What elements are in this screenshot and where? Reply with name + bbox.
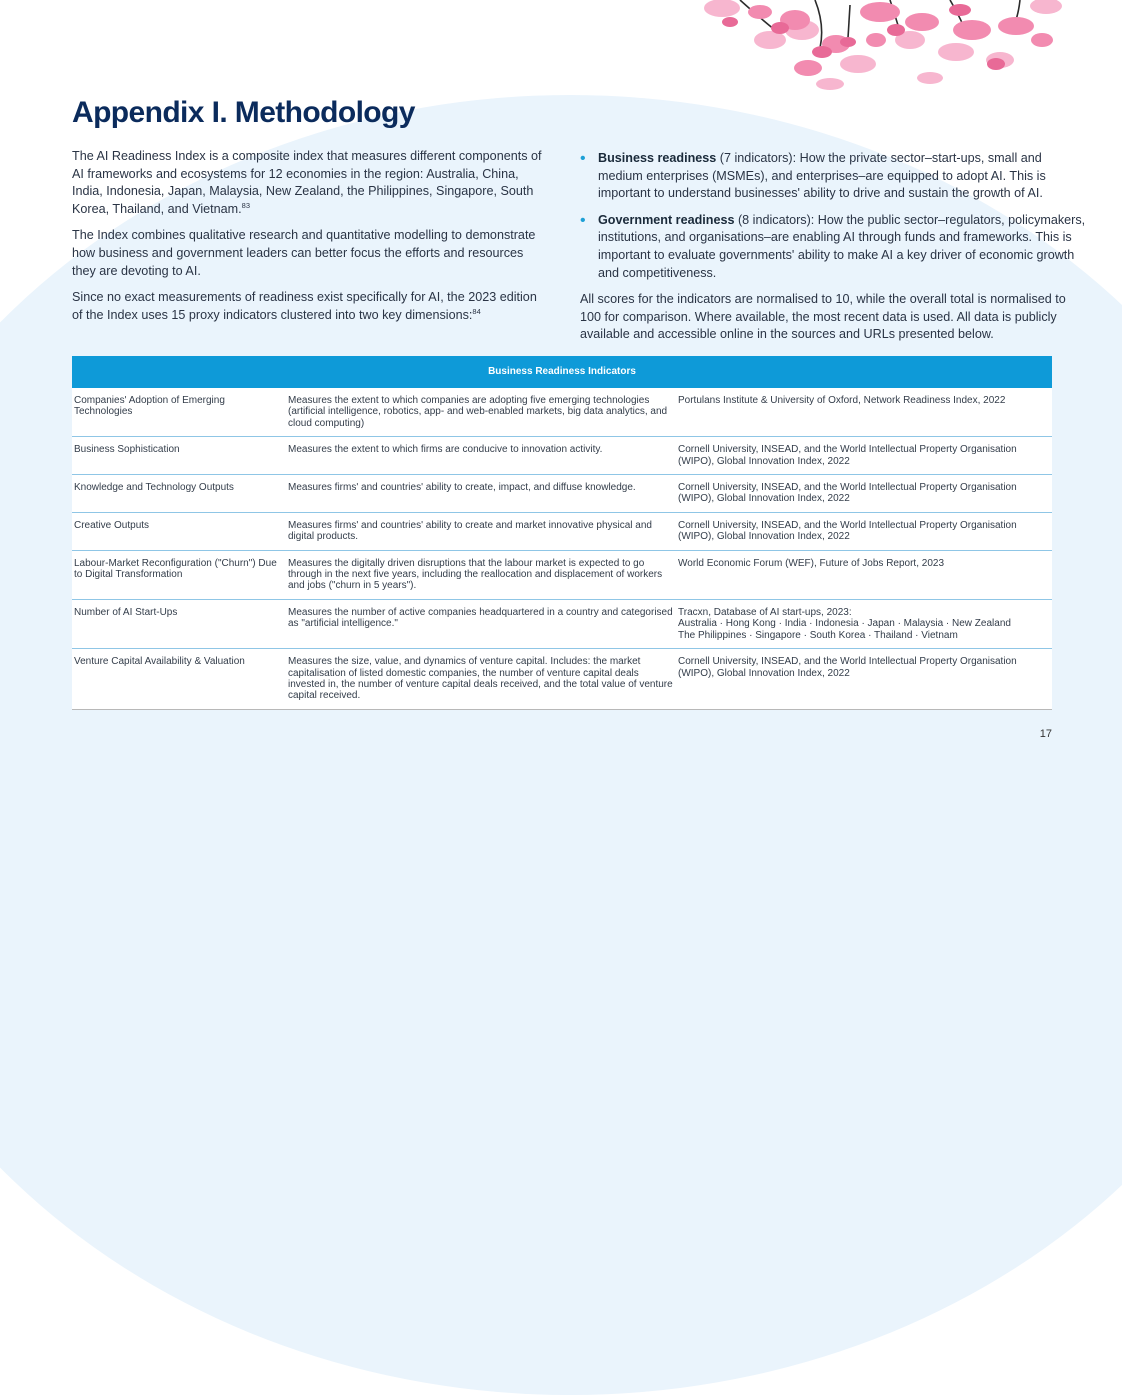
footnote-ref-83[interactable]: 83 (241, 200, 251, 210)
measure-cell: Measures the digitally driven disruptions that the labour market is expected to go through in the next five years, including the reallocation and displacement of workers and jobs ("churn in 5 years"). (286, 550, 676, 599)
indicator-cell: Venture Capital Availability & Valuation (72, 649, 286, 710)
source-cell: Cornell University, INSEAD, and the World Intellectual Property Organisation (WIPO), Global Innovation Index, 2022 (676, 437, 1052, 475)
indicator-cell: Number of AI Start-Ups (72, 599, 286, 648)
source-cell: Cornell University, INSEAD, and the World Intellectual Property Organisation (WIPO), Global Innovation Index, 2022 (676, 649, 1052, 710)
page-title: Appendix I. Methodology (72, 96, 415, 129)
source-cell: World Economic Forum (WEF), Future of Jobs Report, 2023 (676, 550, 1052, 599)
source-line: Tracxn, Database of AI start-ups, 2023: (678, 606, 852, 618)
dimension-description: (7 indicators): How the private sector–start-ups, small and medium enterprises (MSMEs), and enterprises–are equipped to adopt AI. This is important to understand businesses' ability to drive and sustain the growth of AI. (598, 151, 1046, 201)
scoring-paragraph: All scores for the indicators are normalised to 10, while the overall total is normalised to 100 for comparison. Where available, the most recent data is used. All data is publicly available and accessible online in the sources and URLs presented below. (580, 292, 1066, 342)
dimension-government-readiness (580, 212, 1090, 282)
source-cell (676, 599, 1052, 648)
dimension-description: (8 indicators): How the public sector–regulators, policymakers, institutions, and organisations–are enabling AI through funds and frameworks. This is important to evaluate governments' ability to make AI a key driver of economic growth and competitiveness. (598, 212, 1086, 280)
table-header-row (72, 356, 1052, 388)
intro-right-column (580, 150, 1090, 344)
business-readiness-table (72, 356, 1052, 710)
source-country-list[interactable]: Australia · Hong Kong · India · Indonesia · Japan · Malaysia · New Zealand (678, 618, 1011, 630)
source-cell: Cornell University, INSEAD, and the World Intellectual Property Organisation (WIPO), Global Innovation Index, 2022 (676, 512, 1052, 550)
intro-paragraph-3: Since no exact measurements of readiness exist specifically for AI, the 2023 edition of the Index uses 15 proxy indicators clustered into two key dimensions:$^{84}$ (72, 290, 537, 322)
dimension-business-readiness (580, 150, 1090, 203)
intro-paragraph-1: The AI Readiness Index is a composite index that measures different components of AI frameworks and ecosystems for 12 economies in the region: Australia, China, India, Indonesia, Japan, Malaysia, New Zealand, the Philippines, Singapore, South Korea, Thailand, and Vietnam.$^{83}$ (72, 149, 542, 216)
table-row (72, 437, 1052, 475)
table-row (72, 649, 1052, 710)
indicator-cell: Business Sophistication (72, 437, 286, 475)
dimensions-list (580, 150, 1090, 282)
measure-cell: Measures the extent to which companies are adopting five emerging technologies (artificial intelligence, robotics, app- and web-enabled markets, big data analytics, and cloud computing) (286, 388, 676, 437)
table-row (72, 550, 1052, 599)
indicator-cell: Labour-Market Reconfiguration ("Churn") Due to Digital Transformation (72, 550, 286, 599)
measure-cell: Measures the extent to which firms are conducive to innovation activity. (286, 437, 676, 475)
measure-cell: Measures firms' and countries' ability to create and market innovative physical and digital products. (286, 512, 676, 550)
bullet-icon: • (580, 211, 586, 229)
footnote-ref-84[interactable]: 84 (472, 306, 481, 316)
source-cell: Cornell University, INSEAD, and the World Intellectual Property Organisation (WIPO), Global Innovation Index, 2022 (676, 475, 1052, 513)
table-header: Business Readiness Indicators (72, 356, 1052, 388)
source-cell: Portulans Institute & University of Oxford, Network Readiness Index, 2022 (676, 388, 1052, 437)
dimension-label: Government readiness (598, 212, 735, 227)
page-number: 17 (1039, 728, 1052, 740)
source-country-list[interactable]: The Philippines · Singapore · South Korea · Thailand · Vietnam (678, 629, 958, 641)
indicator-cell: Knowledge and Technology Outputs (72, 475, 286, 513)
intro-left-column (72, 148, 550, 333)
table-row (72, 388, 1052, 437)
indicator-cell: Creative Outputs (72, 512, 286, 550)
measure-cell: Measures the size, value, and dynamics of venture capital. Includes: the market capitalisation of listed domestic companies, the number of venture capital deals invested in, the number of venture capital deals received, and the total value of venture capital received. (286, 649, 676, 710)
indicator-cell: Companies' Adoption of Emerging Technologies (72, 388, 286, 437)
dimension-label: Business readiness (598, 151, 717, 165)
table-row (72, 475, 1052, 513)
table-row (72, 599, 1052, 648)
table-row (72, 512, 1052, 550)
intro-paragraph-2: The Index combines qualitative research and quantitative modelling to demonstrate how business and government leaders can better focus the efforts and resources they are devoting to AI. (72, 228, 536, 278)
bullet-icon: • (580, 150, 586, 167)
measure-cell: Measures firms' and countries' ability to create, impact, and diffuse knowledge. (286, 475, 676, 513)
measure-cell: Measures the number of active companies headquartered in a country and categorised as "artificial intelligence." (286, 599, 676, 648)
